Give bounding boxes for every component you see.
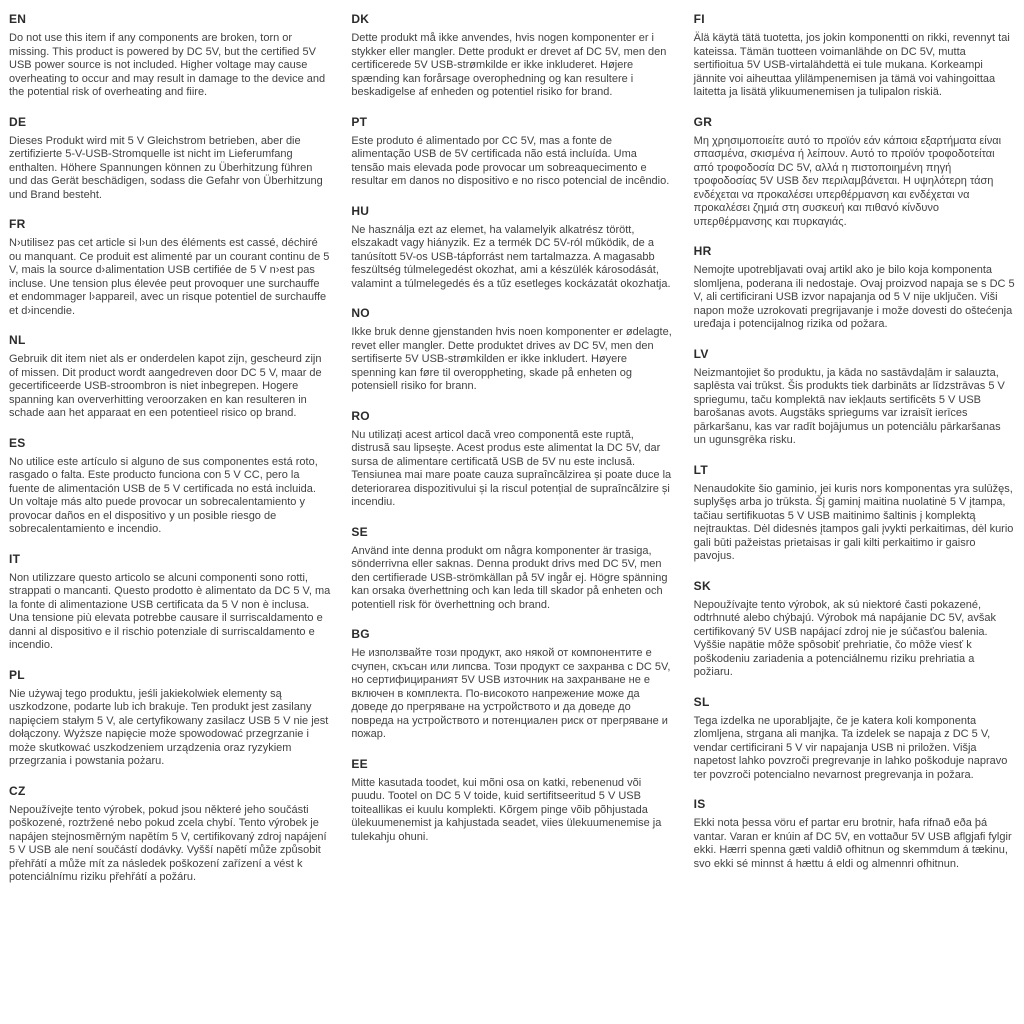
text-fi: Älä käytä tätä tuotetta, jos jokin komponentti on rikki, revennyt tai kateissa. Tämän tuotteen voimanlähde on DC 5V, mutta sertifioitua 5V USB-virtalähdettä ei tule mukana. Korkeampi jännite voi aiheuttaa ylilämpenemisen ja tämä voi vahingoittaa laitetta ja lisätä ylikuumenemisen ja tulipalon riskiä. bbox=[693, 32, 1010, 98]
heading-hu: HU bbox=[351, 203, 370, 218]
text-hu: Ne használja ezt az elemet, ha valamelyik alkatrész törött, elszakadt vagy hiányzik. Ez a termék DC 5V-ról működik, de a tanúsított 5V-os USB-tápforrást nem tartalmazza. A magasabb feszültség túlmelegedést okozhat, ami a készülék károsodását, valamint a túlmelegedés és a tűz esetleges kockázatát okozhatja. bbox=[351, 223, 671, 290]
text-lv: Neizmantojiet šo produktu, ja kāda no sastāvdaļām ir salauzta, saplēsta vai trūkst. Šis produkts tiek darbināts ar līdzstrāvas 5 V spriegumu, taču komplektā nav iekļauts sertificēts 5 V USB barošanas avots. Augstāks spriegums var izraisīt ierīces pārkaršanu, kas var radīt bojājumus un potenciālu pārkaršanas un ugunsgrēka risku. bbox=[693, 366, 1005, 446]
section-ro bbox=[351, 409, 672, 510]
heading-sl: SL bbox=[693, 694, 710, 709]
section-en bbox=[9, 12, 330, 100]
heading-ro: RO bbox=[351, 408, 370, 423]
text-lt: Nenaudokite šio gaminio, jei kuris nors komponentas yra sulūžęs, suplyšęs arba jo trūksta. Šį gaminį maitina nuolatinė 5 V įtampa, tačiau sertifikuotas 5 V USB maitinimo šaltinis į komplektą neįtrauktas. Dėl didesnės įtampos gali įvykti perkaitimas, dėl kurio gali būti pažeistas prietaisas ir gali kilti perkaitimo ir gaisro pavojus. bbox=[693, 482, 1014, 562]
heading-de: DE bbox=[9, 114, 27, 129]
section-dk bbox=[351, 12, 672, 100]
text-ro: Nu utilizați acest articol dacă vreo componentă este ruptă, distrusă sau lipsește. Acest produs este alimentat la DC 5V, dar sursa de alimentare certificată USB de 5V nu este inclusă. Tensiunea mai mare poate cauza supraîncălzirea și poate duce la deteriorarea dispozitivului și la riscul potențial de supraîncălzire și incendiu. bbox=[351, 428, 672, 508]
section-lt bbox=[694, 463, 1015, 564]
text-en: Do not use this item if any components are broken, torn or missing. This product is powered by DC 5V, but the certified 5V USB power source is not included. Higher voltage may cause overheating to occur and may result in damage to the device and the potential risk of overheating and fiire. bbox=[9, 32, 326, 98]
text-de: Dieses Produkt wird mit 5 V Gleichstrom betrieben, aber die zertifizierte 5-V-USB-Stromquelle ist nicht im Lieferumfang enthalten. Höhere Spannungen können zu Überhitzung führen und das Gerät beschädigen, sodass die Gefahr von Überhitzung und Brand besteht. bbox=[9, 134, 323, 201]
text-es: No utilice este artículo si alguno de sus componentes está roto, rasgado o falta. Este producto funciona con 5 V CC, pero la fuente de alimentación USB de 5 V certificada no está incluida. Un voltaje más alto puede provocar un sobrecalentamiento y provocar daños en el dispositivo y un posible riesgo de sobrecalentamiento e incendio. bbox=[9, 455, 318, 535]
text-no: Ikke bruk denne gjenstanden hvis noen komponenter er ødelagte, revet eller mangler. Dette produktet drives av DC 5V, men den sertifiserte 5V USB-strømkilden er ikke inkludert. Høyere spenning kan føre til overoppheting, skade på enheten og potensiell risiko for brann. bbox=[351, 326, 672, 392]
column-right bbox=[694, 12, 1015, 1024]
section-de bbox=[9, 115, 330, 203]
text-hr: Nemojte upotrebljavati ovaj artikl ako je bilo koja komponenta slomljena, poderana ili nedostaje. Ovaj proizvod napaja se s DC 5 V, ali certificirani USB izvor napajanja od 5 V nije uključen. Viši napon može uzrokovati pregrijavanje i može dovesti do oštećenja uređaja i potencijalnog rizika od požara. bbox=[693, 264, 1015, 330]
text-pt: Este produto é alimentado por CC 5V, mas a fonte de alimentação USB de 5V certificada não está incluída. Uma tensão mais elevada pode provocar um sobreaquecimento e resultar em danos no dispositivo e no risco potencial de incêndio. bbox=[351, 134, 670, 187]
text-gr: Μη χρησιμοποιείτε αυτό το προϊόν εάν κάποια εξαρτήματα είναι σπασμένα, σκισμένα ή λείπουν. Αυτό το προϊόν τροφοδοτείται από τροφοδοσία DC 5V, αλλά η πιστοποιημένη πηγή τροφοδοσίας 5V USB δεν περιλαμβάνεται. Η υψηλότερη τάση ενδέχεται να προκαλέσει υπερθέρμανση και ενδέχεται να προκαλέσει ζημιά στη συσκευή και πιθανό κίνδυνο υπερθέρμανσης και πυρκαγιάς. bbox=[693, 134, 1002, 228]
section-se bbox=[351, 525, 672, 613]
section-is bbox=[694, 797, 1015, 871]
section-cz bbox=[9, 784, 330, 885]
section-no bbox=[351, 306, 672, 394]
section-fi bbox=[694, 12, 1015, 100]
heading-it: IT bbox=[9, 551, 21, 566]
heading-pl: PL bbox=[9, 667, 25, 682]
section-bg bbox=[351, 627, 672, 742]
heading-is: IS bbox=[693, 797, 706, 811]
section-pl bbox=[9, 668, 330, 769]
heading-hr: HR bbox=[693, 244, 712, 258]
text-is: Ekki nota þessa vöru ef partar eru brotnir, hafa rifnað eða þá vantar. Varan er knúin af DC 5V, en vottaður 5V USB aflgjafi fylgir ekki. Hærri spenna gæti valdið ofhitnun og skemmdum á tækinu, svo ekki sé minnst á hættu á eldi og almennri ofhitnun. bbox=[693, 817, 1012, 870]
text-se: Använd inte denna produkt om några komponenter är trasiga, sönderrivna eller saknas. Denna produkt drivs med DC 5V, men den certifierade USB-strömkällan på 5V ingår ej. Högre spänning kan orsaka överhettning och kan leda till skador på enheten och potentiell risk för överhettning och brand. bbox=[351, 544, 668, 611]
section-pt bbox=[351, 115, 672, 189]
heading-dk: DK bbox=[351, 12, 370, 26]
heading-bg: BG bbox=[351, 627, 370, 641]
section-sl bbox=[694, 695, 1015, 783]
heading-nl: NL bbox=[9, 333, 26, 347]
text-sk: Nepoužívajte tento výrobok, ak sú niektoré časti pokazené, odtrhnuté alebo chýbajú. Výrobok má napájanie DC 5V, avšak certifikovaný 5V USB napájací zdroj nie je súčasťou balenia. Vyššie napätie môže spôsobiť prehriatie, čo môže viesť k poškodeniu zariadenia a potenciálnemu riziku prehriatia a požiaru. bbox=[693, 598, 996, 678]
heading-no: NO bbox=[351, 306, 370, 320]
column-left bbox=[9, 12, 330, 1024]
section-hu bbox=[351, 204, 672, 292]
heading-fr: FR bbox=[9, 217, 26, 231]
section-hr bbox=[694, 244, 1015, 332]
section-ee bbox=[351, 757, 672, 845]
section-it bbox=[9, 552, 330, 653]
heading-cz: CZ bbox=[9, 783, 26, 798]
section-sk bbox=[694, 579, 1015, 680]
text-dk: Dette produkt må ikke anvendes, hvis nogen komponenter er i stykker eller mangler. Dette produkt er drevet af DC 5V, men den certificerede 5V USB-strømkilde er ikke inkluderet. Højere spænding kan forårsage overophedning og kan resultere i beskadigelse af enheden og potentiel risiko for brand. bbox=[351, 32, 667, 98]
section-nl bbox=[9, 333, 330, 421]
text-it: Non utilizzare questo articolo se alcuni componenti sono rotti, strappati o mancanti. Questo prodotto è alimentato da DC 5 V, ma la fonte di alimentazione USB certificata da 5 V non è inclusa. Una tensione più elevata potrebbe causare il surriscaldamento e danni al dispositivo e il rischio potenziale di surriscaldamento e incendio. bbox=[9, 571, 331, 651]
text-cz: Nepoužívejte tento výrobek, pokud jsou některé jeho součásti poškozené, roztržené nebo pokud zcela chybí. Tento výrobek je napájen stejnosměrným napětím 5 V, certifikovaný zdroj napájení 5 V USB ale není součástí dodávky. Vyšší napětí může způsobit přehřátí a může mít za následek poškození zařízení a vést k potenciálnímu riziku přehřátí a požáru. bbox=[9, 803, 327, 883]
text-nl: Gebruik dit item niet als er onderdelen kapot zijn, gescheurd zijn of missen. Dit product wordt aangedreven door DC 5 V, maar de gecertificeerde USB-stroombron is niet inbegrepen. Hogere spanning kan oververhitting veroorzaken en kan resulteren in schade aan het apparaat en een potentieel risico op brand. bbox=[9, 353, 322, 419]
heading-se: SE bbox=[351, 524, 368, 539]
heading-sk: SK bbox=[693, 578, 711, 593]
heading-es: ES bbox=[9, 435, 26, 450]
column-middle bbox=[351, 12, 672, 1024]
heading-fi: FI bbox=[693, 12, 705, 26]
section-lv bbox=[694, 347, 1015, 448]
text-bg: Не използвайте този продукт, ако някой от компонентите е счупен, скъсан или липсва. Този продукт се захранва с DC 5V, но сертифицираният 5V USB източник на захранване не е включен в комплекта. По-високото напрежение може да доведе до прегряване на устройството и да доведе до повреда на устройството и потенциален риск от прегряване и пожар. bbox=[351, 647, 671, 740]
heading-lv: LV bbox=[693, 346, 709, 361]
heading-ee: EE bbox=[351, 756, 368, 771]
text-ee: Mitte kasutada toodet, kui mõni osa on katki, rebenenud või puudu. Tootel on DC 5 V toide, kuid sertifitseeritud 5 V USB toiteallikas ei kuulu komplekti. Kõrgem pinge võib põhjustada ülekuumenemist ja kahjustada seadet, viies ülekuumenemise ja tulekahju ohuni. bbox=[351, 776, 662, 843]
text-sl: Tega izdelka ne uporabljajte, če je katera koli komponenta zlomljena, strgana ali manjka. Ta izdelek se napaja z DC 5 V, vendar certificirani 5 V vir napajanja USB ni priložen. Višja napetost lahko povzroči pregrevanje in lahko poškoduje napravo ter povzroči potencialno nevarnost pregrevanja in požara. bbox=[693, 714, 1008, 781]
text-fr: N›utilisez pas cet article si l›un des éléments est cassé, déchiré ou manquant. Ce produit est alimenté par un courant continu de 5 V, mais la source d›alimentation USB certifiée de 5 V n›est pas incluse. Une tension plus élevée peut provoquer une surchauffe et endommager l›appareil, avec un risque potentiel de surchauffe et d›incendie. bbox=[9, 237, 330, 317]
section-gr bbox=[694, 115, 1015, 230]
text-pl: Nie używaj tego produktu, jeśli jakiekolwiek elementy są uszkodzone, podarte lub ich brakuje. Ten produkt jest zasilany napięciem stałym 5 V, ale certyfikowany zasilacz USB 5 V nie jest dołączony. Wyższe napięcie może spowodować przegrzanie i może skutkować uszkodzeniem urządzenia oraz ryzykiem przegrzania i powstania pożaru. bbox=[9, 687, 329, 767]
section-es bbox=[9, 436, 330, 537]
heading-pt: PT bbox=[351, 114, 368, 129]
heading-gr: GR bbox=[693, 114, 713, 129]
heading-lt: LT bbox=[693, 462, 709, 477]
section-fr bbox=[9, 217, 330, 318]
heading-en: EN bbox=[9, 12, 27, 26]
